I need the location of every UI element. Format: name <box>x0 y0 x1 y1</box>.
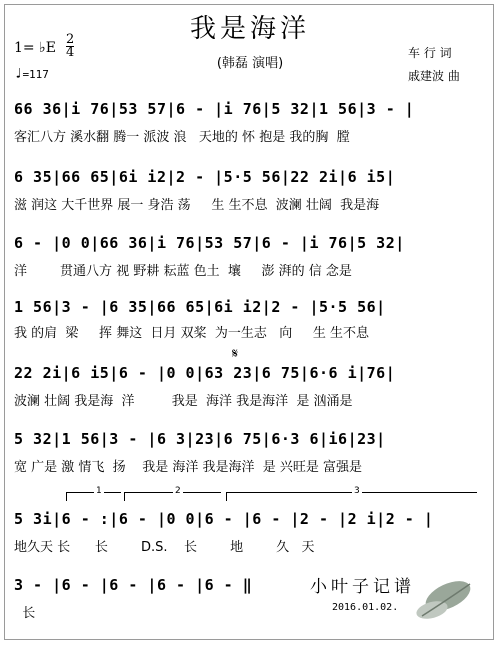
credits <box>408 42 460 88</box>
lyric-line-1: 客汇八方 溪水翻 腾一 派波 浪 天地的 怀 抱是 我的胸 膛 <box>14 130 350 145</box>
transcriber-stamp: 小叶子记谱 <box>310 577 415 597</box>
quarter-note-icon: ♩ <box>14 66 23 82</box>
lyric-line-4: 我 的肩 梁 挥 舞这 日月 双桨 为一生志 向 生 生不息 <box>14 326 370 341</box>
notation-line-1: 66 36|i 76|53 57|6 - |i 76|5 32|1 56|3 - | <box>14 100 415 118</box>
time-signature-bottom: 4 <box>66 45 75 60</box>
lyricist-credit: 车 行 词 <box>408 46 452 60</box>
volta-bracket-2: 2 <box>124 492 221 501</box>
segno-icon: 𝄋 <box>232 346 239 362</box>
notation-line-7: 5 3i|6 - :|6 - |0 0|6 - |6 - |2 - |2 i|2 - | <box>14 510 434 528</box>
notation-line-4: 1 56|3 - |6 35|66 65|6i i2|2 - |5·5 56| <box>14 298 386 316</box>
time-signature <box>66 34 74 59</box>
volta-bracket-3: 3 <box>226 492 477 501</box>
lyric-line-6: 宽 广是 激 情飞 扬 我是 海洋 我是海洋 是 兴旺是 富强是 <box>14 460 362 475</box>
volta-bracket-1: 1 <box>66 492 121 501</box>
transcription-date: 2016.01.02. <box>332 602 399 613</box>
tempo-marking <box>14 66 49 82</box>
lyric-line-7: 地久天 长 长 D.S. 长 地 久 天 <box>14 540 315 555</box>
notation-line-6: 5 32|1 56|3 - |6 3|23|6 75|6·3 6|i6|23| <box>14 430 386 448</box>
notation-line-5: 22 2i|6 i5|6 - |0 0|63 23|6 75|6·6 i|76| <box>14 364 396 382</box>
composer-credit: 戚建波 曲 <box>408 69 460 83</box>
time-signature-top: 2 <box>66 32 75 47</box>
key-signature: 1= ♭E <box>14 40 56 56</box>
song-title: 我是海洋 <box>189 14 310 44</box>
notation-line-3: 6 - |0 0|66 36|i 76|53 57|6 - |i 76|5 32| <box>14 234 405 252</box>
notation-line-2: 6 35|66 65|6i i2|2 - |5·5 56|22 2i|6 i5| <box>14 168 396 186</box>
tempo-value: =117 <box>22 68 49 81</box>
lyric-line-2: 滋 润这 大千世界 展一 身浩 荡 生 生不息 波澜 壮阔 我是海 <box>14 198 380 213</box>
lyric-line-5: 波澜 壮阔 我是海 洋 我是 海洋 我是海洋 是 汹涌是 <box>14 394 353 409</box>
notation-line-8: 3 - |6 - |6 - |6 - |6 - ‖ <box>14 576 253 594</box>
leaf-icon <box>408 572 478 624</box>
lyric-line-8: 长 <box>14 606 36 621</box>
singer-credit: (韩磊 演唱) <box>216 56 284 71</box>
lyric-line-3: 洋 贯通八方 视 野耕 耘蓝 色土 壤 澎 湃的 信 念是 <box>14 264 352 279</box>
